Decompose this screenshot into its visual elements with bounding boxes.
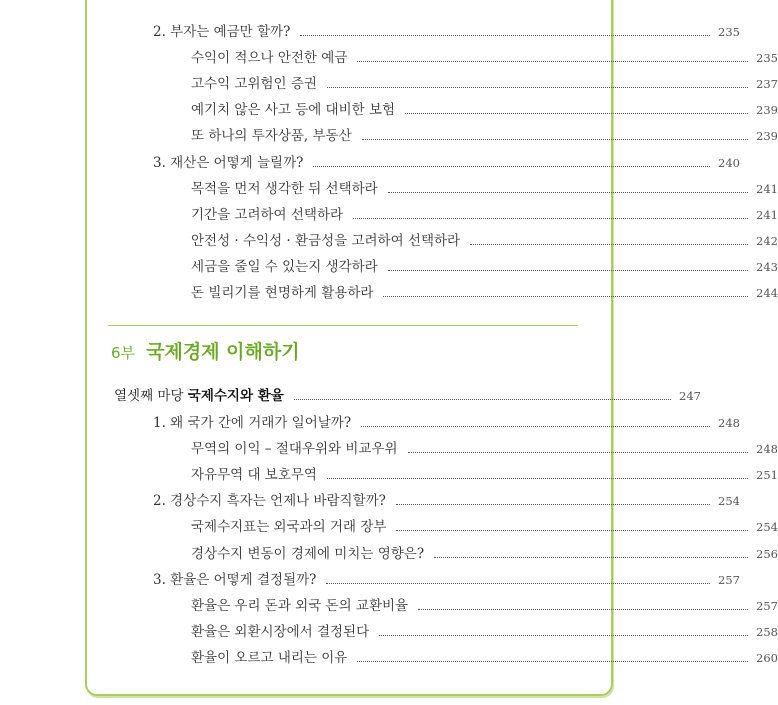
toc-section-entry[interactable]: [0, 412, 740, 432]
toc-subsection-entry[interactable]: [0, 204, 778, 224]
leader-dots: [357, 661, 748, 662]
toc-section-entry[interactable]: [0, 152, 740, 172]
leader-dots: [434, 557, 748, 558]
part-number: 6부: [111, 344, 136, 362]
toc-subsection-entry[interactable]: [0, 595, 778, 615]
leader-dots: [327, 87, 748, 88]
toc-chapter-entry[interactable]: [0, 385, 701, 405]
page-number: 257: [718, 572, 740, 587]
toc-section-entry[interactable]: [0, 569, 740, 589]
page-number: 239: [756, 103, 778, 118]
entry-title: 환율은 우리 돈과 외국 돈의 교환비율: [191, 597, 409, 614]
toc-subsection-entry[interactable]: [0, 99, 778, 119]
entry-title: 목적을 먼저 생각한 뒤 선택하라: [191, 180, 378, 197]
page-number: 240: [718, 155, 740, 170]
page-number: 248: [756, 442, 778, 457]
entry-title: 고수익 고위험인 증권: [191, 76, 317, 93]
entry-title: 3. 재산은 어떻게 늘릴까?: [153, 154, 304, 171]
entry-title: 예기치 않은 사고 등에 대비한 보험: [191, 102, 396, 119]
leader-dots: [300, 35, 710, 36]
leader-dots: [353, 218, 748, 219]
page-number: 235: [718, 25, 740, 39]
page-number: 257: [756, 598, 778, 613]
chapter-prefix: 열셋째 마당: [114, 388, 184, 404]
leader-dots: [388, 270, 748, 271]
page-number: 243: [756, 259, 778, 274]
toc-subsection-entry[interactable]: [0, 516, 778, 536]
page-number: 260: [756, 650, 778, 665]
leader-dots: [362, 139, 748, 140]
leader-dots: [383, 296, 748, 297]
page-number: 242: [756, 233, 778, 248]
toc-subsection-entry[interactable]: [0, 282, 778, 302]
entry-title: 기간을 고려하여 선택하라: [191, 206, 344, 223]
entry-title: 경상수지 변동이 경제에 미치는 영향은?: [191, 545, 425, 562]
leader-dots: [405, 113, 748, 114]
entry-title: 자유무역 대 보호무역: [191, 467, 317, 484]
entry-title: 국제수지표는 외국과의 거래 장부: [191, 519, 387, 536]
entry-title: 환율은 외환시장에서 결정된다: [191, 623, 370, 640]
toc-subsection-entry[interactable]: [0, 256, 778, 276]
page-number: 251: [756, 468, 778, 483]
page-number: 244: [756, 286, 778, 300]
entry-title: 1. 왜 국가 간에 거래가 일어날까?: [153, 415, 352, 431]
entry-title: 수익이 적으나 안전한 예금: [191, 50, 348, 67]
leader-dots: [396, 504, 710, 505]
page-number: 239: [756, 129, 778, 144]
page-number: 256: [756, 546, 778, 561]
entry-title: 세금을 줄일 수 있는지 생각하라: [191, 258, 378, 275]
toc-subsection-entry[interactable]: [0, 178, 778, 198]
page-number: 247: [679, 389, 701, 403]
page-number: 254: [756, 520, 778, 535]
toc-subsection-entry[interactable]: [0, 230, 778, 250]
page-number: 241: [756, 207, 778, 222]
leader-dots: [470, 244, 748, 245]
section-divider: [108, 325, 578, 326]
entry-title: 돈 빌리기를 현명하게 활용하라: [191, 285, 374, 301]
entry-title: 안전성 · 수익성 · 환금성을 고려하여 선택하라: [191, 232, 461, 249]
toc-subsection-entry[interactable]: [0, 621, 778, 641]
page-number: 235: [756, 51, 778, 66]
entry-title: 무역의 이익 – 절대우위와 비교우위: [191, 441, 398, 458]
page-number: 248: [718, 416, 740, 430]
toc-subsection-entry[interactable]: [0, 73, 778, 93]
page-number: 254: [718, 494, 740, 509]
entry-title: 2. 경상수지 흑자는 언제나 바람직할까?: [153, 493, 386, 510]
entry-title: 2. 부자는 예금만 할까?: [153, 24, 291, 40]
toc-subsection-entry[interactable]: [0, 464, 778, 484]
toc-subsection-entry[interactable]: [0, 125, 778, 145]
entry-title: 환율이 오르고 내리는 이유: [191, 649, 348, 666]
leader-dots: [357, 61, 748, 62]
toc-subsection-entry[interactable]: [0, 543, 778, 563]
leader-dots: [418, 609, 748, 610]
leader-dots: [388, 192, 748, 193]
entry-title: 또 하나의 투자상품, 부동산: [191, 128, 352, 145]
chapter-label: [114, 387, 284, 405]
page-number: 237: [756, 77, 778, 92]
page-number: 258: [756, 624, 778, 639]
leader-dots: [294, 399, 671, 400]
part-heading: [111, 337, 300, 364]
leader-dots: [396, 530, 748, 531]
leader-dots: [361, 426, 710, 427]
entry-title: 3. 환율은 어떻게 결정될까?: [153, 571, 317, 588]
toc-subsection-entry[interactable]: [0, 647, 778, 667]
leader-dots: [327, 478, 748, 479]
part-title: 국제경제 이해하기: [146, 341, 300, 363]
leader-dots: [326, 583, 710, 584]
leader-dots: [379, 635, 748, 636]
toc-subsection-entry[interactable]: [0, 47, 778, 67]
toc-section-entry[interactable]: [0, 490, 740, 510]
toc-section-entry[interactable]: [0, 21, 740, 41]
toc-subsection-entry[interactable]: [0, 438, 778, 458]
leader-dots: [313, 166, 710, 167]
page-number: 241: [756, 181, 778, 196]
chapter-title: 국제수지와 환율: [187, 388, 284, 404]
leader-dots: [408, 452, 749, 453]
